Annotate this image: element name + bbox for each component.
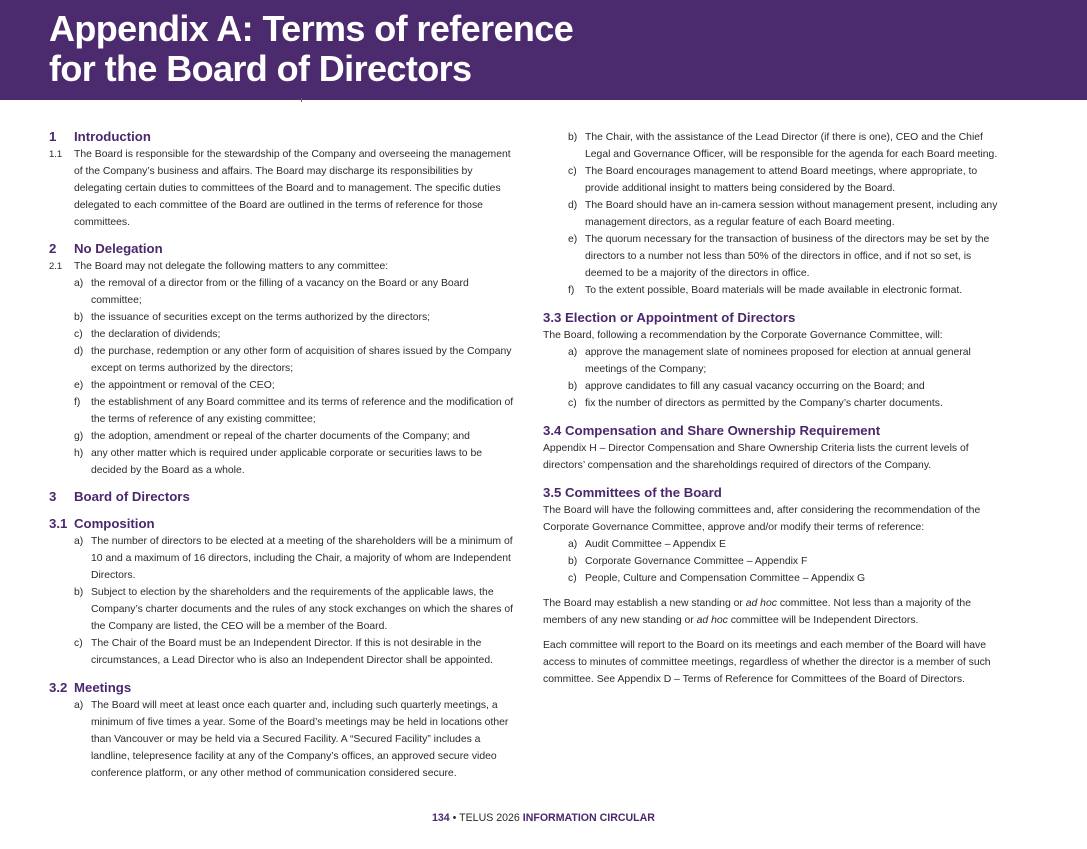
- page-footer: [0, 812, 1087, 824]
- meetings-list-continued: [543, 129, 1003, 299]
- list-item: h) any other matter which is required under applicable corporate or securities laws to be decided by the Board as a whole.: [74, 448, 483, 476]
- section-heading-introduction: [49, 128, 519, 146]
- committees-intro: The Board will have the following committees and, after considering the recommendation of the Corporate Governance Committee, approve and/or modify their terms of reference:: [543, 505, 981, 533]
- paragraph-1-1: [49, 146, 519, 231]
- footer-bullet: •: [452, 812, 457, 824]
- paragraph-2-1: [49, 258, 519, 275]
- list-item: d) The Board should have an in-camera session without management present, including any management directors, as a regular feature of each Board meeting.: [568, 200, 998, 228]
- left-column: [49, 128, 519, 782]
- subsection-heading-composition: [49, 515, 519, 533]
- page-number: 134: [432, 812, 450, 824]
- section-number: 3.1: [49, 516, 68, 531]
- list-item: g) the adoption, amendment or repeal of the charter documents of the Company; and: [74, 431, 470, 442]
- list-item: c) fix the number of directors as permitted by the Company’s charter documents.: [568, 398, 943, 409]
- election-intro: The Board, following a recommendation by the Corporate Governance Committee, will:: [543, 330, 943, 341]
- committees-paragraph-3: Each committee will report to the Board on its meetings and each member of the Board will have access to minutes of committee meetings, regardless of whether the director is a member of such committee. See Appendix D – Terms of Reference for Committees of the Board of Directors.: [543, 640, 991, 685]
- footer-publication: TELUS 2026: [459, 812, 520, 824]
- committees-list: [543, 536, 1003, 587]
- list-item: b) approve candidates to fill any casual vacancy occurring on the Board; and: [568, 381, 925, 392]
- list-item: b) Subject to election by the shareholders and the requirements of the applicable laws, the Company’s charter documents and the rules of any stock exchanges on which the shares of the Company are listed, the CEO will be a member of the Board.: [74, 587, 514, 632]
- paragraph-text: The Board is responsible for the stewardship of the Company and overseeing the management of the Company’s business and affairs. The Board may discharge its responsibilities by delegating certain duties to committees of the Board and to management. The specific duties delegated to each committee of the Board are outlined in the terms of reference for those committees.: [74, 149, 511, 228]
- list-item: d) the purchase, redemption or any other form of acquisition of shares issued by the Company except on terms authorized by the directors;: [74, 346, 512, 374]
- meetings-list: [49, 697, 519, 782]
- list-item: a) approve the management slate of nominees proposed for election at annual general meetings of the Company;: [568, 347, 971, 375]
- list-item: c) The Board encourages management to attend Board meetings, where appropriate, to provide additional insight to matters being considered by the Board.: [568, 166, 978, 194]
- list-item: e) the appointment or removal of the CEO;: [74, 380, 275, 391]
- section-number: 1: [49, 129, 57, 144]
- list-item: b) The Chair, with the assistance of the Lead Director (if there is one), CEO and the Chief Legal and Governance Officer, will be responsible for the agenda for each Board meeting.: [568, 132, 998, 160]
- list-item: f) To the extent possible, Board materials will be made available in electronic format.: [568, 285, 963, 296]
- subsection-heading-meetings: [49, 679, 519, 697]
- section-title: Meetings: [74, 680, 132, 695]
- list-item: a) The number of directors to be elected at a meeting of the shareholders will be a minimum of 10 and a maximum of 16 directors, including the Chair, a majority of whom are Independent Directors.: [74, 536, 513, 581]
- composition-list: [49, 533, 519, 669]
- section-title: Composition: [74, 516, 155, 531]
- list-item: b) the issuance of securities except on the terms authorized by the directors;: [74, 312, 431, 323]
- section-title: Introduction: [74, 129, 151, 144]
- paragraph-number: 2.1: [49, 261, 63, 272]
- no-delegation-list: [49, 275, 519, 479]
- committees-paragraph-2: The Board may establish a new standing or ad hoc committee. Not less than a majority of the members of any new standing or ad hoc committee will be Independent Directors.: [543, 598, 971, 626]
- compensation-text: Appendix H – Director Compensation and Share Ownership Criteria lists the current levels of directors’ compensation and the shareholdings required of directors of the Company.: [543, 443, 969, 471]
- list-item: a) The Board will meet at least once each quarter and, including such quarterly meetings, a minimum of five times a year. Some of the Board’s meetings may be held in locations other than Vancouver or may be held via a Secured Facility. A “Secured Facility” includes a landline, telepresence facility at any of the Company’s offices, an approved secure video conference platform, or any other method of communication considered secure.: [74, 700, 509, 779]
- list-item: b) Corporate Governance Committee – Appendix F: [568, 556, 808, 567]
- footer-document-name: INFORMATION CIRCULAR: [522, 812, 655, 824]
- list-item: c) the declaration of dividends;: [74, 329, 221, 340]
- section-title: Board of Directors: [74, 489, 190, 504]
- title-banner: [0, 0, 1087, 100]
- list-item: c) People, Culture and Compensation Committee – Appendix G: [568, 573, 866, 584]
- section-heading-no-delegation: [49, 240, 519, 258]
- page-title: Appendix A: Terms of reference for the Board of Directors: [49, 8, 574, 89]
- subsection-heading-compensation: 3.4 Compensation and Share Ownership Requirement: [543, 423, 881, 438]
- list-item: e) The quorum necessary for the transaction of business of the directors may be set by the directors to a number not less than 50% of the directors in office, and if not so set, is deemed to be a majority of the directors in office.: [568, 234, 990, 279]
- crop-mark: [301, 98, 302, 102]
- list-item: a) the removal of a director from or the filling of a vacancy on the Board or any Board committee;: [74, 278, 469, 306]
- list-item: c) The Chair of the Board must be an Independent Director. If this is not desirable in the circumstances, a Lead Director who is also an Independent Director shall be appointed.: [74, 638, 493, 666]
- section-title: No Delegation: [74, 241, 163, 256]
- list-item: f) the establishment of any Board committee and its terms of reference and the modification of the terms of reference of any existing committee;: [74, 397, 514, 425]
- section-number: 3.2: [49, 680, 68, 695]
- section-heading-board-of-directors: [49, 488, 519, 506]
- subsection-heading-committees: 3.5 Committees of the Board: [543, 485, 722, 500]
- right-column: [543, 129, 1003, 688]
- section-number: 3: [49, 489, 57, 504]
- election-list: [543, 344, 1003, 412]
- paragraph-text: The Board may not delegate the following matters to any committee:: [74, 261, 389, 272]
- list-item: a) Audit Committee – Appendix E: [568, 539, 726, 550]
- subsection-heading-election: 3.3 Election or Appointment of Directors: [543, 310, 796, 325]
- section-number: 2: [49, 241, 57, 256]
- paragraph-number: 1.1: [49, 149, 63, 160]
